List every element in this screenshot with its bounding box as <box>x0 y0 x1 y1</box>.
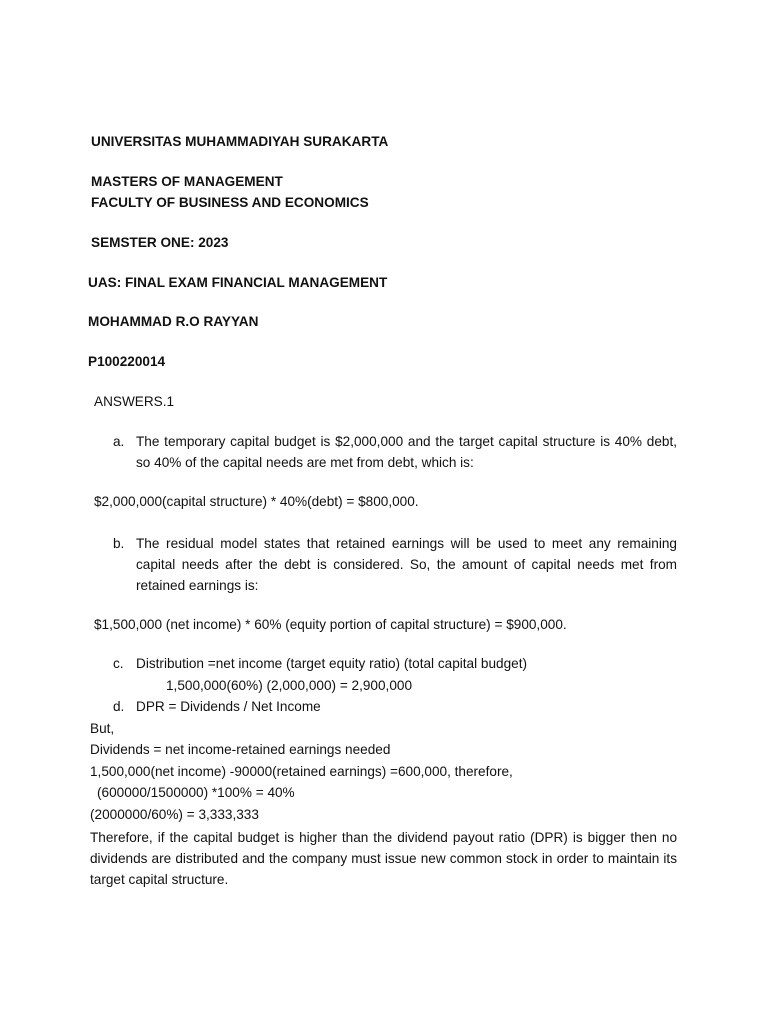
semester-label: SEMSTER ONE: 2023 <box>91 235 229 250</box>
exam-title: UAS: FINAL EXAM FINANCIAL MANAGEMENT <box>88 275 388 290</box>
program-name: MASTERS OF MANAGEMENT <box>91 174 283 189</box>
item-c-text: Distribution =net income (target equity ratio) (total capital budget) <box>136 656 528 671</box>
item-d-marker: d. <box>113 699 125 714</box>
item-d-line-calc3: (2000000/60%) = 3,333,333 <box>90 807 259 822</box>
university-name: UNIVERSITAS MUHAMMADIYAH SURAKARTA <box>91 134 389 149</box>
student-name: MOHAMMAD R.O RAYYAN <box>88 314 259 329</box>
item-a-text: The temporary capital budget is $2,000,000 and the target capital structure is 40% debt, so 40% of the capital needs are met from debt, which is: <box>136 434 677 470</box>
item-c-marker: c. <box>113 656 124 671</box>
item-d-line-dividends: Dividends = net income-retained earnings needed <box>90 742 391 757</box>
item-b-calc: $1,500,000 (net income) * 60% (equity portion of capital structure) = $900,000. <box>94 617 567 632</box>
item-a-marker: a. <box>113 434 125 449</box>
item-d-line-calc2: (600000/1500000) *100% = 40% <box>97 785 295 800</box>
item-d-line-calc1: 1,500,000(net income) -90000(retained earnings) =600,000, therefore, <box>90 764 513 779</box>
item-d-text: DPR = Dividends / Net Income <box>136 699 321 714</box>
faculty-name: FACULTY OF BUSINESS AND ECONOMICS <box>91 195 369 210</box>
item-d-conclusion: Therefore, if the capital budget is higher than the dividend payout ratio (DPR) is bigger then no dividends are distributed and the company must issue new common stock in order to maintain its target capital structure. <box>90 830 677 887</box>
answers-heading: ANSWERS.1 <box>94 394 175 409</box>
item-d-line-but: But, <box>90 721 115 736</box>
item-b-marker: b. <box>113 536 125 551</box>
student-id: P100220014 <box>88 354 166 369</box>
item-c-calc: 1,500,000(60%) (2,000,000) = 2,900,000 <box>166 678 413 693</box>
item-b-text: The residual model states that retained earnings will be used to meet any remaining capital needs after the debt is considered. So, the amount of capital needs met from retained earnings is: <box>136 536 677 593</box>
item-a-calc: $2,000,000(capital structure) * 40%(debt) = $800,000. <box>94 494 419 509</box>
